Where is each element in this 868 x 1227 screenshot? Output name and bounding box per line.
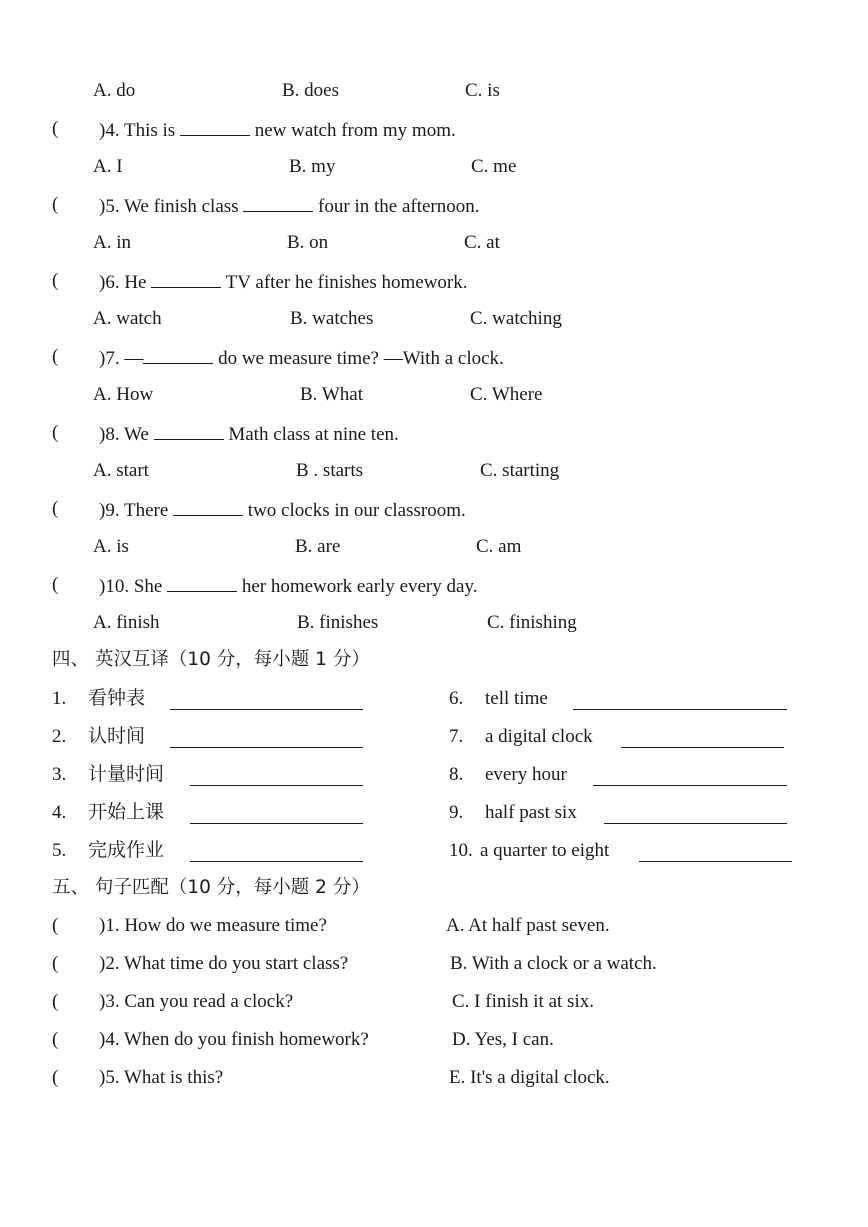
paren: ( [52,1029,59,1050]
question-text [99,117,456,143]
option-b: B. are [295,536,341,557]
paren: ( [52,422,59,443]
option-b: B . starts [296,460,364,481]
option-a: A. I [93,156,123,177]
question-stem: )6. He [99,272,147,293]
answer-line[interactable] [190,784,363,786]
question-rest: four in the afternoon. [318,196,480,217]
item-text: a digital clock [485,726,593,747]
question-text [99,193,480,219]
matching-answer: B. With a clock or a watch. [450,953,657,974]
option-c: C. Where [470,384,543,405]
answer-blank[interactable] [154,421,224,440]
q3-option-c: C. is [465,80,500,101]
paren: ( [52,498,59,519]
q3-option-b: B. does [282,80,339,101]
matching-question: )3. Can you read a clock? [99,991,294,1012]
matching-answer: E. It's a digital clock. [449,1067,610,1088]
question-stem: )9. There [99,500,169,521]
matching-question: )1. How do we measure time? [99,915,327,936]
section-4-title: 四、 英汉互译（10 分，每小题 1 分） [52,649,370,670]
question-stem: )5. We finish class [99,196,239,217]
answer-line[interactable] [190,860,363,862]
question-text [99,421,399,447]
section-5-title: 五、 句子匹配（10 分，每小题 2 分） [52,877,370,898]
item-text: 认时间 [88,725,146,747]
answer-blank[interactable] [173,497,243,516]
option-a: A. is [93,536,129,557]
question-text [99,497,466,523]
question-rest: TV after he finishes homework. [225,272,468,293]
question-text [99,269,468,295]
item-number: 6. [449,688,464,709]
answer-blank[interactable] [143,345,213,364]
item-number: 1. [52,688,67,709]
option-c: C. watching [470,308,562,329]
option-c: C. me [471,156,517,177]
paren: ( [52,1067,59,1088]
option-c: C. starting [480,460,560,481]
item-number: 4. [52,802,67,823]
answer-blank[interactable] [243,193,313,212]
answer-line[interactable] [621,746,784,748]
question-rest: do we measure time? —With a clock. [218,348,504,369]
answer-line[interactable] [170,708,363,710]
question-stem: )7. — [99,348,144,369]
answer-line[interactable] [604,822,787,824]
item-number: 10. [449,840,473,861]
question-stem: )4. This is [99,120,176,141]
option-c: C. at [464,232,500,253]
q3-option-a: A. do [93,80,136,101]
item-text: every hour [485,764,567,785]
item-text: tell time [485,688,548,709]
option-b: B. What [300,384,363,405]
option-b: B. finishes [297,612,379,633]
item-number: 2. [52,726,67,747]
item-text: 完成作业 [88,839,165,861]
option-b: B. my [289,156,336,177]
item-text: half past six [485,802,577,823]
answer-blank[interactable] [167,573,237,592]
item-text: a quarter to eight [480,840,610,861]
option-b: B. watches [290,308,374,329]
paren: ( [52,118,59,139]
matching-answer: A. At half past seven. [446,915,610,936]
option-c: C. am [476,536,522,557]
option-a: A. How [93,384,154,405]
matching-question: )2. What time do you start class? [99,953,349,974]
paren: ( [52,346,59,367]
question-text [99,345,504,371]
answer-blank[interactable] [180,117,250,136]
item-number: 8. [449,764,464,785]
answer-line[interactable] [190,822,363,824]
answer-line[interactable] [593,784,787,786]
item-text: 计量时间 [88,763,165,785]
paren: ( [52,915,59,936]
item-text: 看钟表 [88,687,146,709]
question-text [99,573,477,599]
paren: ( [52,194,59,215]
item-number: 3. [52,764,67,785]
answer-blank[interactable] [151,269,221,288]
option-a: A. in [93,232,131,253]
answer-line[interactable] [170,746,363,748]
matching-answer: C. I finish it at six. [452,991,594,1012]
item-number: 7. [449,726,464,747]
question-rest: her homework early every day. [241,576,478,597]
paren: ( [52,270,59,291]
option-c: C. finishing [487,612,577,633]
question-rest: new watch from my mom. [254,120,456,141]
option-a: A. watch [93,308,162,329]
option-b: B. on [287,232,329,253]
paren: ( [52,574,59,595]
matching-answer: D. Yes, I can. [452,1029,554,1050]
matching-question: )5. What is this? [99,1067,224,1088]
option-a: A. finish [93,612,160,633]
item-number: 9. [449,802,464,823]
question-rest: two clocks in our classroom. [247,500,466,521]
item-number: 5. [52,840,67,861]
question-stem: )10. She [99,576,163,597]
answer-line[interactable] [639,860,792,862]
question-rest: Math class at nine ten. [228,424,399,445]
paren: ( [52,953,59,974]
question-stem: )8. We [99,424,149,445]
paren: ( [52,991,59,1012]
answer-line[interactable] [573,708,787,710]
matching-question: )4. When do you finish homework? [99,1029,369,1050]
option-a: A. start [93,460,149,481]
item-text: 开始上课 [88,801,165,823]
